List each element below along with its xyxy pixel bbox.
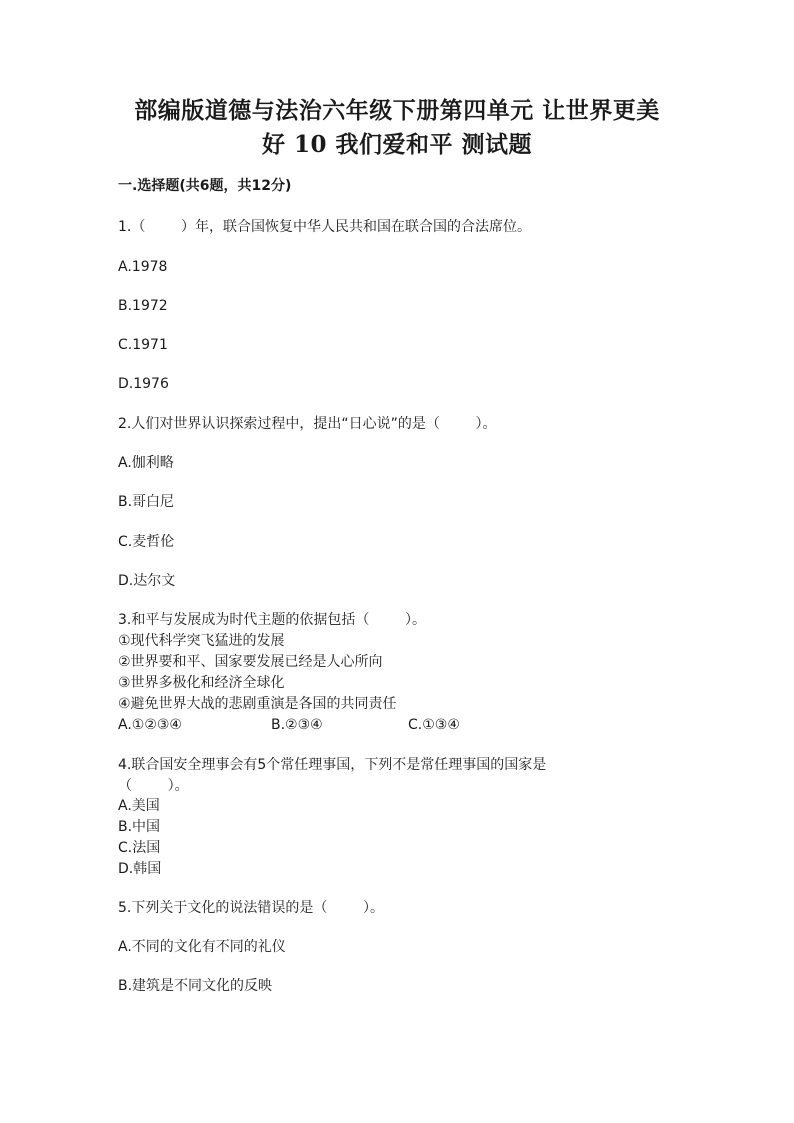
question-4-option-c: C.法国 xyxy=(118,840,161,856)
question-1-option-a: A.1978 xyxy=(118,259,168,275)
question-4-option-d: D.韩国 xyxy=(118,861,162,877)
section-heading: 一.选择题(共6题，共12分) xyxy=(118,178,292,194)
question-1-option-c: C.1971 xyxy=(118,337,168,353)
question-3-item-3: ③世界多极化和经济全球化 xyxy=(118,675,285,691)
question-3-option-a: A.①②③④ xyxy=(118,717,182,733)
question-2-option-c: C.麦哲伦 xyxy=(118,534,175,550)
question-5-stem: 5.下列关于文化的说法错误的是（ ）。 xyxy=(118,900,384,916)
question-3-item-4: ④避免世界大战的悲剧重演是各国的共同责任 xyxy=(118,696,397,712)
question-5-option-b: B.建筑是不同文化的反映 xyxy=(118,978,273,994)
question-4-stem-line-1: 4.联合国安全理事会有5个常任理事国，下列不是常任理事国的国家是 xyxy=(118,757,547,773)
question-3-stem: 3.和平与发展成为时代主题的依据包括（ ）。 xyxy=(118,612,426,628)
question-1-option-d: D.1976 xyxy=(118,376,169,392)
question-3-item-2: ②世界要和平、国家要发展已经是人心所向 xyxy=(118,654,383,670)
question-1-stem: 1.（ ）年，联合国恢复中华人民共和国在联合国的合法席位。 xyxy=(118,219,531,235)
question-4-stem-line-2: （ ）。 xyxy=(118,778,189,794)
question-2-option-d: D.达尔文 xyxy=(118,573,176,589)
document-title-line-1: 部编版道德与法治六年级下册第四单元 让世界更美 xyxy=(134,97,660,124)
question-1-option-b: B.1972 xyxy=(118,298,168,314)
document-title-line-2: 好 10 我们爱和平 测试题 xyxy=(261,131,533,158)
question-2-option-b: B.哥白尼 xyxy=(118,494,175,510)
question-2-stem: 2.人们对世界认识探索过程中，提出“日心说”的是（ ）。 xyxy=(118,416,497,432)
question-4-option-a: A.美国 xyxy=(118,798,160,814)
question-5-option-a: A.不同的文化有不同的礼仪 xyxy=(118,939,286,955)
question-3-option-c: C.①③④ xyxy=(408,717,460,733)
question-3-item-1: ①现代科学突飞猛进的发展 xyxy=(118,633,285,649)
question-3-option-b: B.②③④ xyxy=(271,717,323,733)
question-2-option-a: A.伽利略 xyxy=(118,455,174,471)
question-4-option-b: B.中国 xyxy=(118,819,161,835)
